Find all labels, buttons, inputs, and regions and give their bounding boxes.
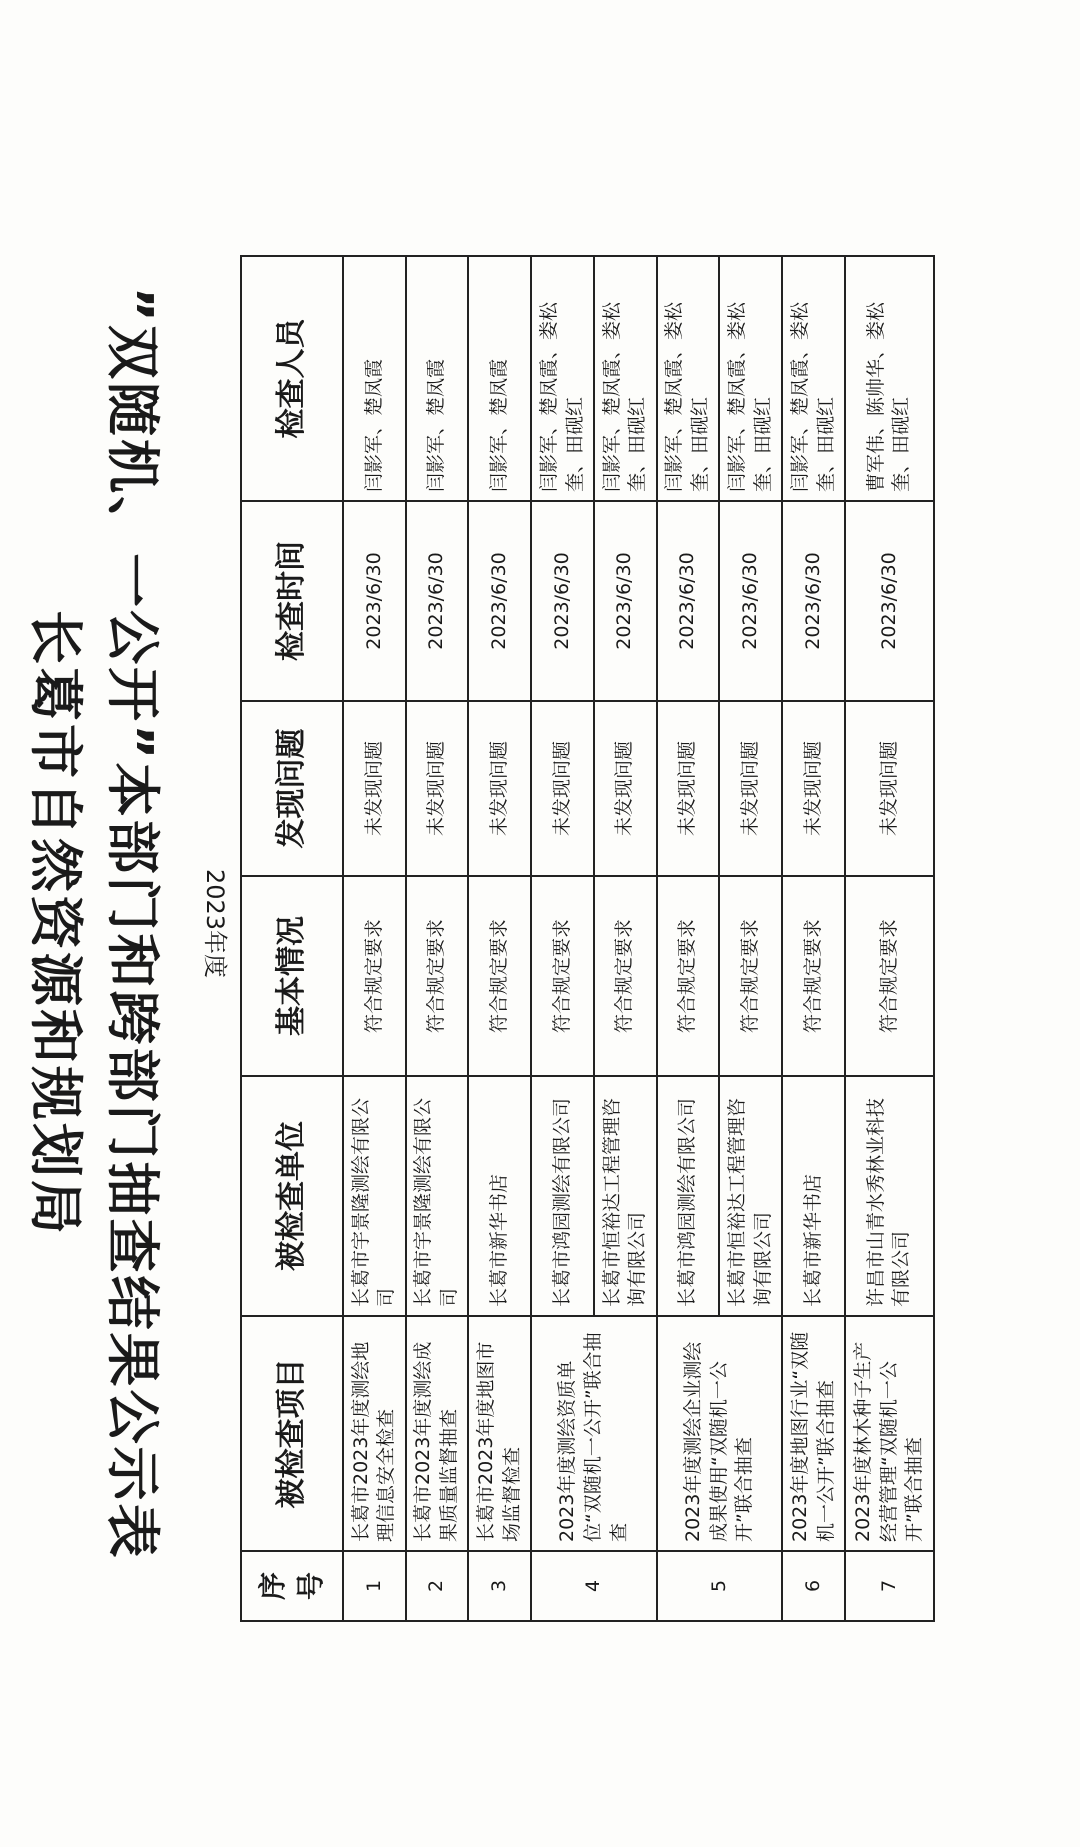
column-header-issue: 发现问题: [241, 701, 343, 876]
cell-time: 2023/6/30: [531, 501, 594, 701]
cell-staff: 曹军伟、陈帅华、娄松奎、田砚红: [845, 256, 934, 501]
cell-unit: 长葛市宇景隆测绘有限公司: [343, 1076, 406, 1316]
table-row: [531, 256, 594, 1621]
cell-basic: 符合规定要求: [719, 876, 782, 1076]
cell-staff: 闫影军、楚凤霞、娄松奎、田砚红: [594, 256, 657, 501]
cell-project: 2023年度测绘企业测绘成果使用“双随机一公开”联合抽查: [657, 1316, 782, 1551]
cell-seq: 3: [468, 1551, 531, 1621]
cell-basic: 符合规定要求: [406, 876, 469, 1076]
column-header-project: 被检查项目: [241, 1316, 343, 1551]
cell-seq: 2: [406, 1551, 469, 1621]
document-title: 长葛市自然资源和规划局: [24, 610, 87, 1237]
table-row: [468, 256, 531, 1621]
cell-time: 2023/6/30: [782, 501, 845, 701]
cell-basic: 符合规定要求: [531, 876, 594, 1076]
cell-unit: 长葛市鸿园测绘有限公司: [657, 1076, 720, 1316]
document-year: 2023年度: [201, 868, 229, 979]
column-header-basic: 基本情况: [241, 876, 343, 1076]
cell-seq: 4: [531, 1551, 656, 1621]
document-subtitle: ”双随机、一公开”本部门和跨部门抽查结果公示表: [101, 286, 164, 1561]
cell-project: 2023年度地图行业“双随机一公开”联合抽查: [782, 1316, 845, 1551]
column-header-unit: 被检查单位: [241, 1076, 343, 1316]
cell-basic: 符合规定要求: [343, 876, 406, 1076]
cell-staff: 闫影军、楚凤霞: [343, 256, 406, 501]
cell-time: 2023/6/30: [594, 501, 657, 701]
cell-staff: 闫影军、楚凤霞、娄松奎、田砚红: [719, 256, 782, 501]
cell-seq: 5: [657, 1551, 782, 1621]
cell-project: 长葛市2023年度地图市场监督检查: [468, 1316, 531, 1551]
cell-time: 2023/6/30: [719, 501, 782, 701]
cell-time: 2023/6/30: [343, 501, 406, 701]
cell-unit: 长葛市宇景隆测绘有限公司: [406, 1076, 469, 1316]
cell-seq: 6: [782, 1551, 845, 1621]
cell-time: 2023/6/30: [468, 501, 531, 701]
cell-staff: 闫影军、楚凤霞、娄松奎、田砚红: [782, 256, 845, 501]
cell-unit: 长葛市新华书店: [782, 1076, 845, 1316]
column-header-staff: 检查人员: [241, 256, 343, 501]
cell-seq: 1: [343, 1551, 406, 1621]
cell-seq: 7: [845, 1551, 934, 1621]
cell-basic: 符合规定要求: [657, 876, 720, 1076]
column-header-time: 检查时间: [241, 501, 343, 701]
cell-issue: 未发现问题: [845, 701, 934, 876]
cell-time: 2023/6/30: [657, 501, 720, 701]
table-row: [845, 256, 934, 1621]
table-row: [406, 256, 469, 1621]
cell-project: 长葛市2023年度测绘成果质量监督抽查: [406, 1316, 469, 1551]
cell-basic: 符合规定要求: [782, 876, 845, 1076]
table-row: [782, 256, 845, 1621]
cell-issue: 未发现问题: [531, 701, 594, 876]
cell-unit: 长葛市新华书店: [468, 1076, 531, 1316]
cell-unit: 许昌市山青水秀林业科技有限公司: [845, 1076, 934, 1316]
cell-issue: 未发现问题: [406, 701, 469, 876]
cell-basic: 符合规定要求: [594, 876, 657, 1076]
cell-unit: 长葛市恒裕达工程管理咨询有限公司: [719, 1076, 782, 1316]
cell-time: 2023/6/30: [845, 501, 934, 701]
cell-issue: 未发现问题: [468, 701, 531, 876]
cell-project: 2023年度林木种子生产经营管理“双随机一公开”联合抽查: [845, 1316, 934, 1551]
cell-staff: 闫影军、楚凤霞: [406, 256, 469, 501]
cell-issue: 未发现问题: [343, 701, 406, 876]
cell-staff: 闫影军、楚凤霞、娄松奎、田砚红: [531, 256, 594, 501]
inspection-results-table: [240, 255, 935, 1622]
table-header-row: [241, 256, 343, 1621]
cell-basic: 符合规定要求: [845, 876, 934, 1076]
cell-basic: 符合规定要求: [468, 876, 531, 1076]
column-header-seq: 序号: [241, 1551, 343, 1621]
cell-unit: 长葛市恒裕达工程管理咨询有限公司: [594, 1076, 657, 1316]
cell-project: 长葛市2023年度测绘地理信息安全检查: [343, 1316, 406, 1551]
cell-issue: 未发现问题: [594, 701, 657, 876]
cell-staff: 闫影军、楚凤霞: [468, 256, 531, 501]
table-row: [343, 256, 406, 1621]
cell-issue: 未发现问题: [719, 701, 782, 876]
cell-staff: 闫影军、楚凤霞、娄松奎、田砚红: [657, 256, 720, 501]
cell-issue: 未发现问题: [657, 701, 720, 876]
cell-project: 2023年度测绘资质单位“双随机一公开”联合抽查: [531, 1316, 656, 1551]
cell-issue: 未发现问题: [782, 701, 845, 876]
cell-unit: 长葛市鸿园测绘有限公司: [531, 1076, 594, 1316]
cell-time: 2023/6/30: [406, 501, 469, 701]
table-row: [657, 256, 720, 1621]
